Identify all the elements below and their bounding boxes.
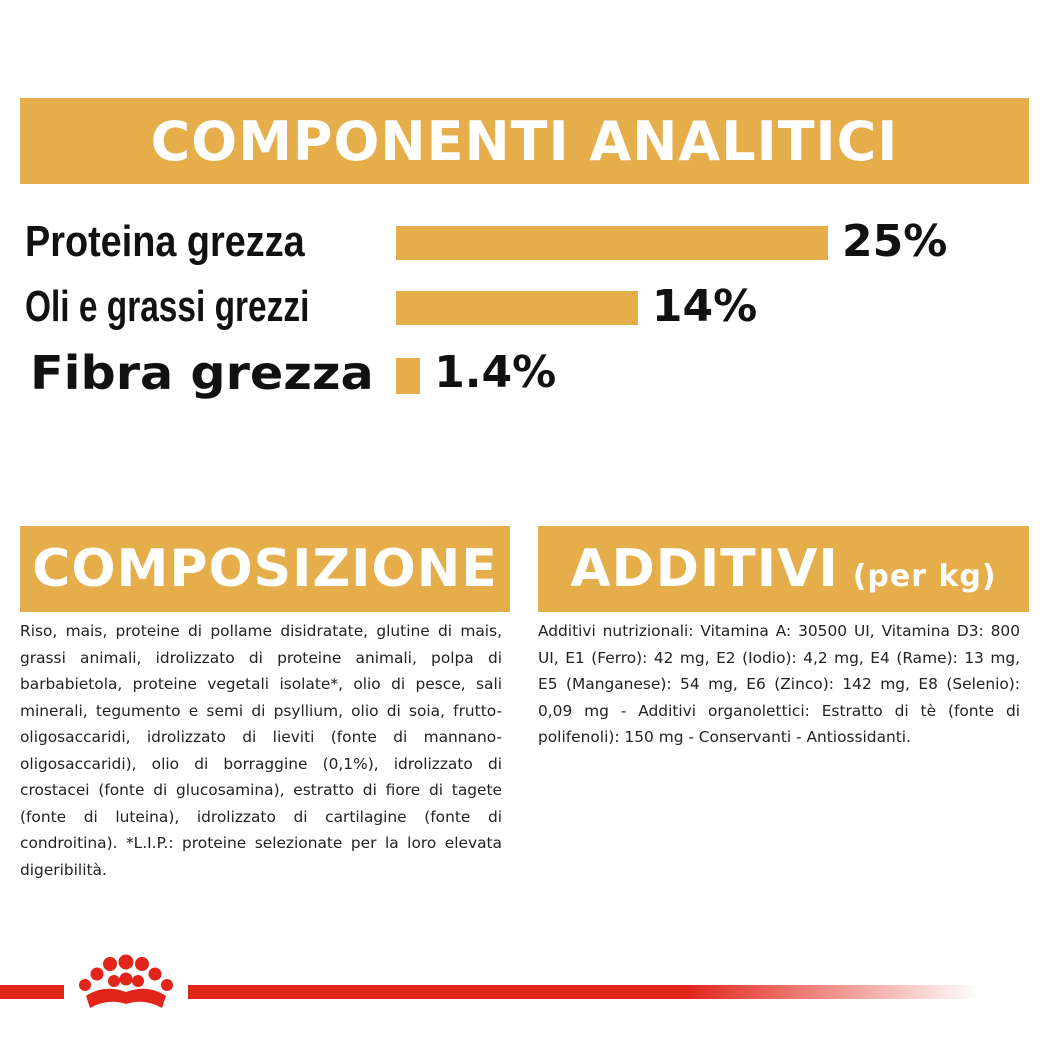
- nutrient-value: 14%: [651, 281, 758, 332]
- nutrient-value: 1.4%: [434, 347, 557, 398]
- additivi-subtitle: (per kg): [852, 558, 997, 594]
- nutrient-row-proteina: [0, 212, 1049, 272]
- nutrient-label: Proteina grezza: [25, 217, 305, 266]
- nutrient-bar: [396, 226, 828, 260]
- additivi-text: Additivi nutrizionali: Vitamina A: 30500 UI, Vitamina D3: 800 UI, E1 (Ferro): 42 mg, E2 (Iodio): 4,2 mg, E4 (Rame): 13 mg, E5 (Manganese): 54 mg, E6 (Zinco): 142 mg, E8 (Selenio): 0,09 mg - Additivi organolettici: Estratto di tè (fonte di polifenoli): 150 mg - Conservanti - Antiossidanti.: [538, 622, 1020, 746]
- additivi-banner: [538, 526, 1029, 612]
- nutrient-bar: [396, 291, 638, 325]
- nutrient-label: Fibra grezza: [30, 346, 374, 400]
- nutrient-value: 25%: [842, 216, 948, 267]
- nutrient-label: Oli e grassi grezzi: [25, 282, 310, 331]
- additivi-title: ADDITIVI: [570, 539, 839, 599]
- composizione-text: Riso, mais, proteine di pollame disidratate, glutine di mais, grassi animali, idrolizzato di proteine animali, polpa di barbabietola, proteine vegetali isolate*, olio di pesce, sali minerali, tegumento e semi di psyllium, olio di soia, frutto-oligosaccaridi, idrolizzato di lieviti (fonte di mannano-oligosaccaridi), olio di borraggine (0,1%), idrolizzato di crostacei (fonte di glucosamina), estratto di fiore di tagete (fonte di luteina), idrolizzato di cartilagine (fonte di condroitina). *L.I.P.: proteine selezionate per la loro elevata digeribilità.: [20, 622, 502, 879]
- nutrient-row-fibra: [0, 343, 1049, 403]
- nutrient-row-oli: [0, 277, 1049, 337]
- analitici-title: COMPONENTI ANALITICI: [150, 109, 899, 173]
- crown-logo-icon: [64, 954, 188, 1020]
- composizione-title: COMPOSIZIONE: [32, 539, 498, 599]
- analitici-banner: [20, 98, 1029, 184]
- nutrient-bar: [396, 358, 420, 394]
- composizione-banner: [20, 526, 510, 612]
- brand-logo: [64, 954, 188, 1020]
